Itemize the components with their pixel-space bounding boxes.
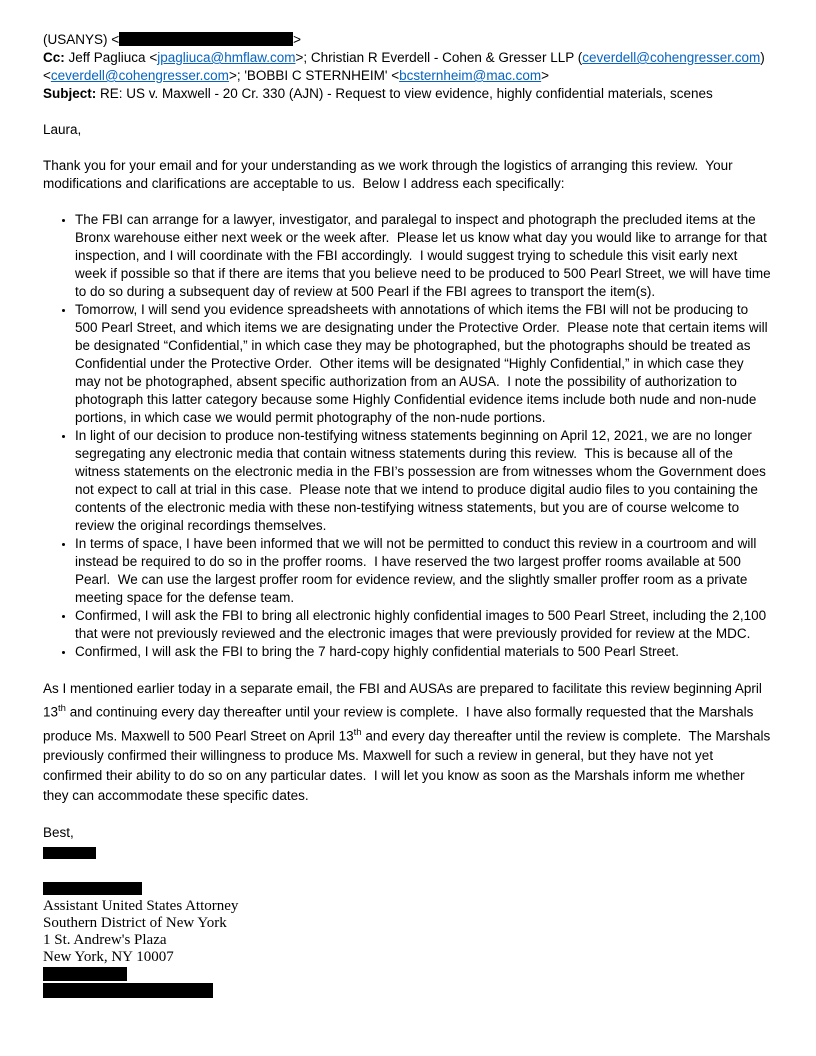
bullet-item-witness-statements: • In light of our decision to produce non-testifying witness statements beginning on April 12, 2021, we are no longer segregating any electronic media that contain witness statements during this review. This is because all of the witness statements on the electronic media in the FBI’s possession are from witnesses whom the Government does not expect to call at trial in this case. Please note that we intend to produce digital audio files to you containing the contents of the electronic media with these non-testifying witness statements, but you are of course welcome to review the original recordings themselves. <box>75 427 771 535</box>
cc-label: Cc: <box>43 50 69 65</box>
subject-label: Subject: <box>43 86 101 101</box>
closing-paragraph: As I mentioned earlier today in a separate email, the FBI and AUSAs are prepared to facilitate this review beginning April 13th and continuing every day thereafter until your review is complete. I have also formally requested that the Marshals produce Ms. Maxwell to 500 Pearl Street on April 13th and every day thereafter until the review is complete. The Marshals previously confirmed their willingness to produce Ms. Maxwell for such a review in general, but they have not yet confirmed their ability to do so on any particular dates. I will let you know as soon as the Marshals inform me whether they can accommodate these specific dates. <box>43 681 775 803</box>
superscript-th: th <box>58 703 66 714</box>
cc-text: ) <box>760 50 765 65</box>
bullet-item-proffer-rooms: • In terms of space, I have been informed that we will not be permitted to conduct this review in a courtroom and will instead be required to do so in the proffer rooms. I have reserved the two largest proffer rooms available at 500 Pearl. We can use the largest proffer room for evidence review, and the slightly smaller proffer room as a private meeting space for the defense team. <box>75 535 771 607</box>
cc-text: < <box>43 68 51 83</box>
redacted-phone-number <box>43 967 127 981</box>
signoff: Best, <box>43 825 74 840</box>
redacted-from-address <box>119 32 293 46</box>
email-link-pagliuca[interactable]: jpagliuca@hmflaw.com <box>157 50 296 65</box>
header-subject-line <box>43 85 771 103</box>
email-link-everdell-paren[interactable]: ceverdell@cohengresser.com <box>582 50 761 65</box>
from-prefix: (USANYS) < <box>43 32 120 47</box>
bullet-list <box>43 211 775 661</box>
redacted-attorney-name <box>43 882 142 895</box>
bullet-item-fbi-inspection: • The FBI can arrange for a lawyer, investigator, and paralegal to inspect and photograph the precluded items at the Bronx warehouse either next week or the week after. Please let us know what day you would like to arrange for that inspection, and I will coordinate with the FBI accordingly. I would suggest trying to schedule this visit early next week if possible so that if there are items that you believe need to be produced to 500 Pearl Street, we will have time to do so during a subsequent day of review at 500 Pearl if the FBI agrees to transport the item(s). <box>75 211 771 301</box>
email-link-sternheim[interactable]: bcsternheim@mac.com <box>399 68 542 83</box>
signature-title: Assistant United States Attorney <box>43 898 239 914</box>
intro-paragraph: Thank you for your email and for your understanding as we work through the logistics of arranging this review. Your modifications and clarifications are acceptable to us. Below I address each specifically: <box>43 158 737 191</box>
signature-address-line2: New York, NY 10007 <box>43 949 174 965</box>
bullet-item-electronic-images: • Confirmed, I will ask the FBI to bring all electronic highly confidential images to 500 Pearl Street, including the 2,100 that were not previously reviewed and the electronic images that were previously provided for review at the MDC. <box>75 607 771 643</box>
signature-block <box>43 882 771 998</box>
email-link-everdell[interactable]: ceverdell@cohengresser.com <box>50 68 229 83</box>
bullet-item-spreadsheets: • Tomorrow, I will send you evidence spreadsheets with annotations of which items the FBI will not be producing to 500 Pearl Street, and which items we are designating under the Protective Order. Please note that certain items will be designated “Confidential,” in which case they may be photographed, but the photographs should be treated as Confidential under the Protective Order. Other items will be designated “Highly Confidential,” in which case they may not be photographed, absent specific authorization from an AUSA. I note the possibility of authorization to photograph this latter category because some Highly Confidential evidence items include both nude and non-nude portions, in which case we would permit photography of the non-nude portions. <box>75 301 771 427</box>
signature-address-line1: 1 St. Andrew's Plaza <box>43 932 167 948</box>
superscript-th: th <box>353 726 362 738</box>
cc-text: > <box>541 68 550 83</box>
from-suffix: > <box>293 32 302 47</box>
greeting: Laura, <box>43 122 82 137</box>
header-from-line <box>43 31 771 49</box>
redacted-email-signature <box>43 983 213 998</box>
cc-text: Jeff Pagliuca < <box>68 50 158 65</box>
header-cc-line <box>43 49 771 85</box>
subject-text: RE: US v. Maxwell - 20 Cr. 330 (AJN) - Request to view evidence, highly confidential materials, scenes <box>100 86 713 101</box>
cc-text: >; Christian R Everdell - Cohen & Gresser LLP ( <box>295 50 583 65</box>
bullet-item-hardcopy-materials: • Confirmed, I will ask the FBI to bring the 7 hard-copy highly confidential materials to 500 Pearl Street. <box>75 643 771 661</box>
cc-text: >; 'BOBBI C STERNHEIM' < <box>228 68 400 83</box>
signature-office: Southern District of New York <box>43 915 227 931</box>
redacted-signature-name <box>43 847 96 859</box>
